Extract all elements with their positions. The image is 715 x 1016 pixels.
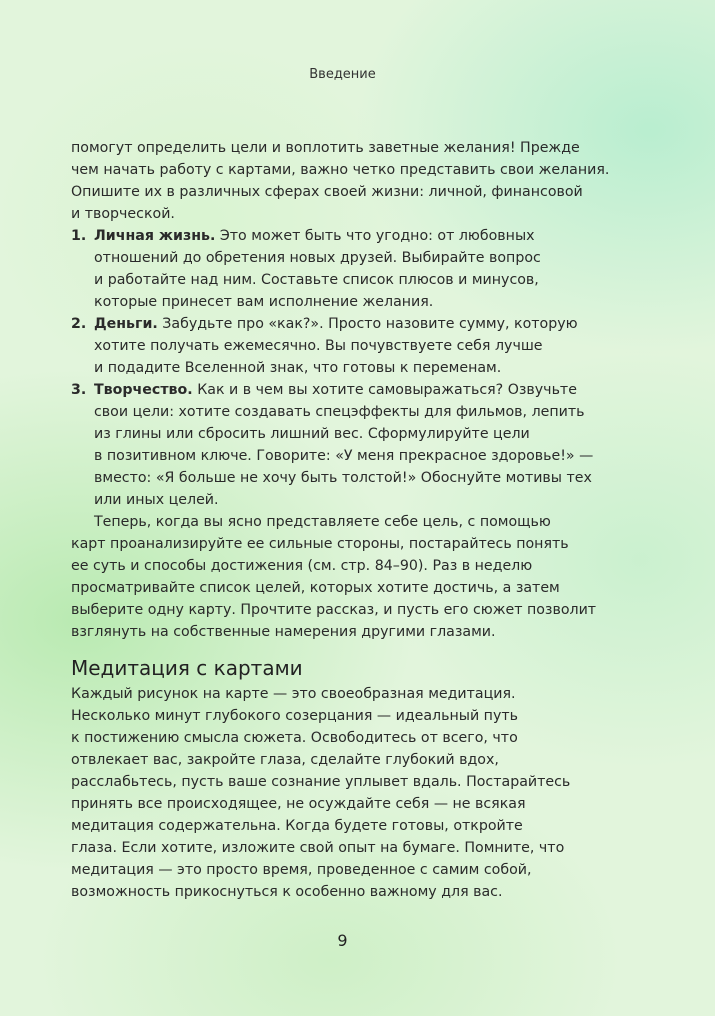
list-line: которые принесет вам исполнение желания. bbox=[94, 294, 434, 310]
list-item-personal-life bbox=[71, 225, 619, 313]
list-line: в позитивном ключе. Говорите: «У меня прекрасное здоровье!» — bbox=[94, 448, 594, 464]
list-number: 3. bbox=[71, 382, 87, 398]
list-line: и работайте над ним. Составьте список плюсов и минусов, bbox=[94, 272, 539, 288]
list-line: и подадите Вселенной знак, что готовы к переменам. bbox=[94, 360, 502, 376]
paragraph-line: расслабьтесь, пусть ваше сознание уплывет вдаль. Постарайтесь bbox=[71, 774, 571, 790]
intro-paragraph bbox=[71, 137, 619, 225]
intro-line: Опишите их в различных сферах своей жизни: личной, финансовой bbox=[71, 184, 583, 200]
intro-line: помогут определить цели и воплотить заветные желания! Прежде bbox=[71, 140, 580, 156]
paragraph-line: к постижению смысла сюжета. Освободитесь от всего, что bbox=[71, 730, 518, 746]
paragraph-line: медитация — это просто время, проведенное с самим собой, bbox=[71, 862, 532, 878]
intro-line: чем начать работу с картами, важно четко представить свои желания. bbox=[71, 162, 610, 178]
paragraph-line: Каждый рисунок на карте — это своеобразная медитация. bbox=[71, 686, 516, 702]
paragraph-line: отвлекает вас, закройте глаза, сделайте глубокий вдох, bbox=[71, 752, 499, 768]
paragraph-line: глаза. Если хотите, изложите свой опыт на бумаге. Помните, что bbox=[71, 840, 565, 856]
list-line: или иных целей. bbox=[94, 492, 219, 508]
running-head: Введение bbox=[309, 67, 376, 82]
list-line: хотите получать ежемесячно. Вы почувствуете себя лучше bbox=[94, 338, 543, 354]
list-term: Деньги. bbox=[94, 316, 158, 332]
paragraph-line: ее суть и способы достижения (см. стр. 84–90). Раз в неделю bbox=[71, 558, 533, 574]
paragraph-line: карт проанализируйте ее сильные стороны, постарайтесь понять bbox=[71, 536, 569, 552]
paragraph-line: просматривайте список целей, которых хотите достичь, а затем bbox=[71, 580, 560, 596]
list-item-creativity bbox=[71, 379, 619, 511]
list-line: Это может быть что угодно: от любовных bbox=[219, 228, 535, 244]
list-line: свои цели: хотите создавать спецэффекты для фильмов, лепить bbox=[94, 404, 585, 420]
list-line: отношений до обретения новых друзей. Выбирайте вопрос bbox=[94, 250, 541, 266]
meditation-paragraph bbox=[71, 683, 619, 903]
list-line: Забудьте про «как?». Просто назовите сумму, которую bbox=[162, 316, 578, 332]
goals-list bbox=[71, 225, 619, 511]
list-number: 1. bbox=[71, 228, 87, 244]
paragraph-line: медитация содержательна. Когда будете готовы, откройте bbox=[71, 818, 523, 834]
intro-line: и творческой. bbox=[71, 206, 175, 222]
page-number: 9 bbox=[337, 931, 348, 950]
list-line: вместо: «Я больше не хочу быть толстой!» Обоснуйте мотивы тех bbox=[94, 470, 592, 486]
list-line: Как и в чем вы хотите самовыражаться? Озвучьте bbox=[197, 382, 577, 398]
section-heading: Медитация с картами bbox=[71, 656, 303, 680]
list-line: из глины или сбросить лишний вес. Сформулируйте цели bbox=[94, 426, 530, 442]
paragraph-line: Несколько минут глубокого созерцания — идеальный путь bbox=[71, 708, 518, 724]
list-term: Творчество. bbox=[94, 382, 193, 398]
paragraph-line: выберите одну карту. Прочтите рассказ, и пусть его сюжет позволит bbox=[71, 602, 597, 618]
body-text bbox=[71, 137, 619, 903]
paragraph-line: возможность прикоснуться к особенно важному для вас. bbox=[71, 884, 503, 900]
list-item-money bbox=[71, 313, 619, 379]
goals-analysis-paragraph bbox=[71, 511, 619, 643]
paragraph-line: принять все происходящее, не осуждайте себя — не всякая bbox=[71, 796, 526, 812]
list-term: Личная жизнь. bbox=[94, 228, 216, 244]
paragraph-line: взглянуть на собственные намерения другими глазами. bbox=[71, 624, 496, 640]
list-number: 2. bbox=[71, 316, 87, 332]
paragraph-line: Теперь, когда вы ясно представляете себе цель, с помощью bbox=[94, 514, 551, 530]
